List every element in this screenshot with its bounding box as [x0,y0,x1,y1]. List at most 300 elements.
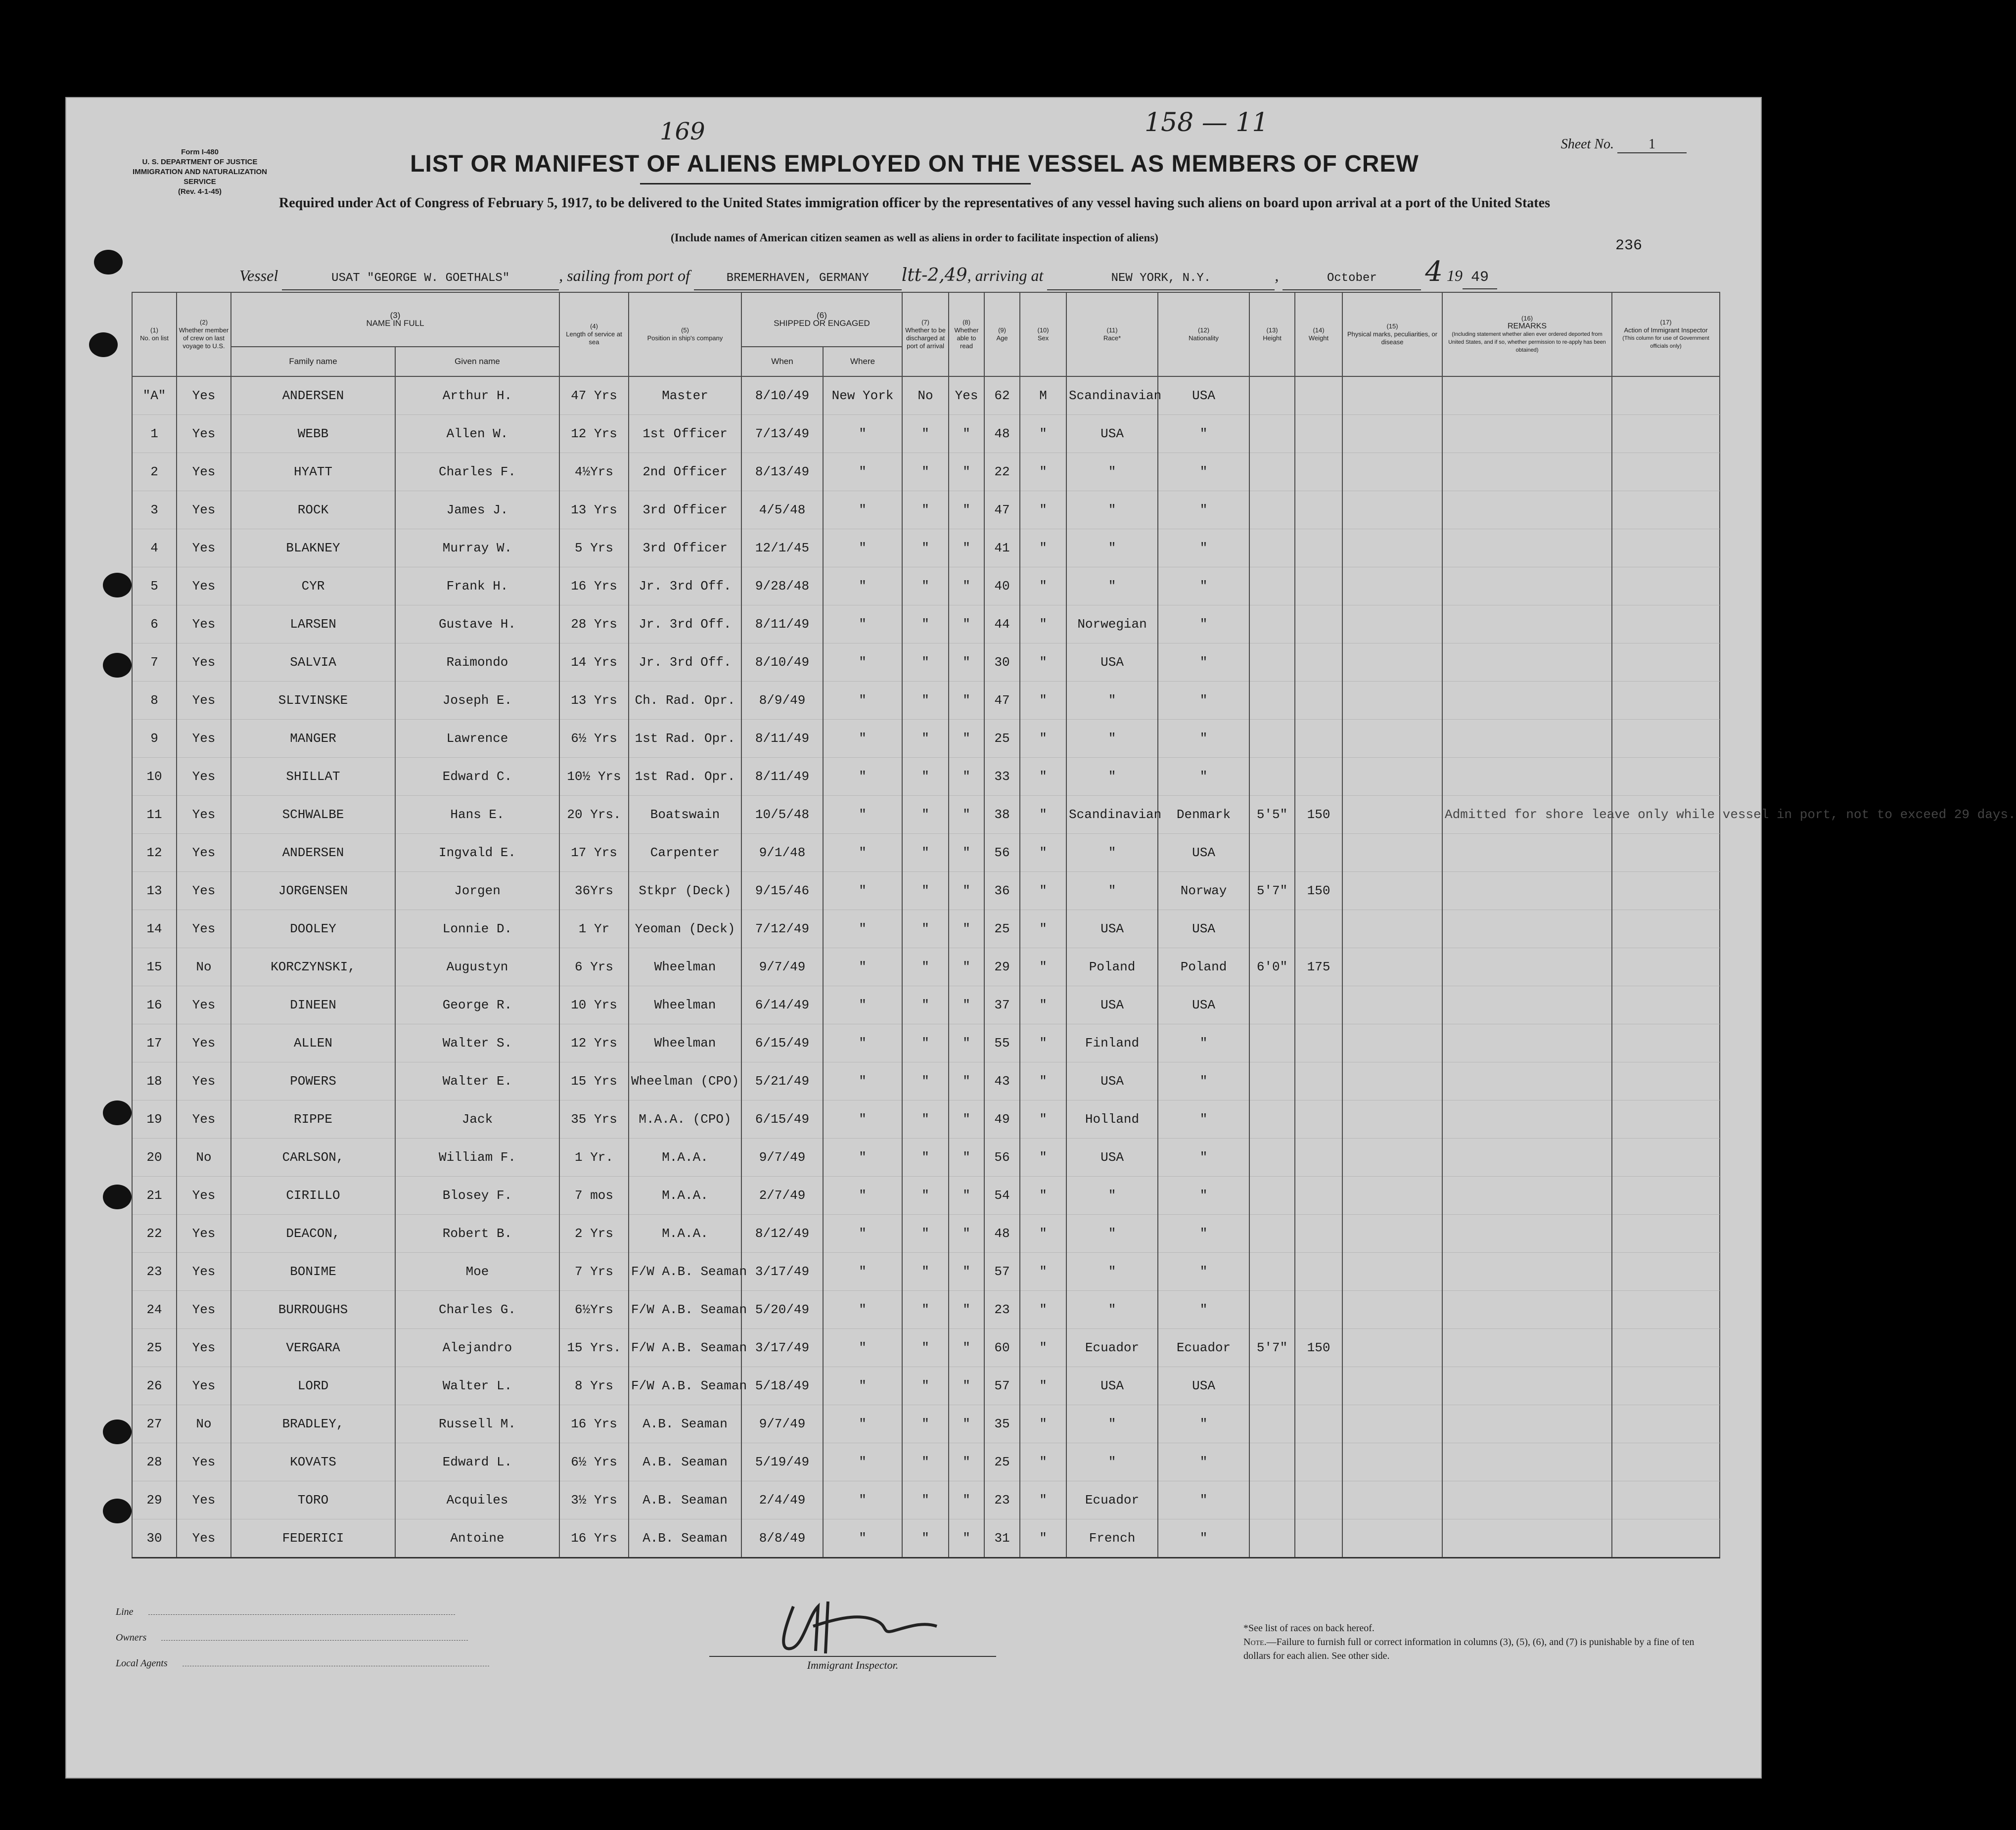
cell-shipped-where: " [823,415,902,453]
cell-discharged: " [902,1139,949,1177]
table-row [132,643,1720,682]
cell-height [1249,605,1295,643]
cell-last-voyage: Yes [177,758,231,796]
table-row [132,1215,1720,1253]
cell-given-name: Jack [395,1100,559,1139]
cell-shipped-where: " [823,1139,902,1177]
cell-physical-marks [1342,948,1442,986]
cell-physical-marks [1342,453,1442,491]
cell-physical-marks [1342,1253,1442,1291]
cell-shipped-when: 8/8/49 [741,1519,823,1558]
cell-inspector-action [1612,758,1720,796]
cell-weight: 150 [1295,796,1342,834]
col-physical-marks: (15) Physical marks, peculiarities, or disease [1342,292,1442,376]
cell-nationality: " [1158,720,1249,758]
cell-nationality: USA [1158,376,1249,415]
cell-length-of-service: 5 Yrs [559,529,629,567]
cell-shipped-where: " [823,834,902,872]
cell-physical-marks [1342,605,1442,643]
cell-given-name: George R. [395,986,559,1024]
cell-length-of-service: 3½ Yrs [559,1481,629,1519]
cell-race: USA [1066,1367,1158,1405]
cell-family-name: DEACON, [231,1215,395,1253]
arriving-label: , arriving at [967,267,1044,284]
cell-remarks [1442,1367,1612,1405]
cell-height [1249,529,1295,567]
cell-list-number: 5 [132,567,177,605]
cell-shipped-when: 8/12/49 [741,1215,823,1253]
cell-position: A.B. Seaman [629,1405,741,1443]
table-row [132,453,1720,491]
cell-able-to-read: " [949,758,984,796]
cell-age: 55 [984,1024,1020,1062]
binder-hole [94,250,123,274]
cell-physical-marks [1342,1062,1442,1100]
cell-height [1249,758,1295,796]
cell-nationality: " [1158,605,1249,643]
cell-able-to-read: " [949,1329,984,1367]
cell-family-name: CYR [231,567,395,605]
cell-inspector-action [1612,605,1720,643]
cell-position: Yeoman (Deck) [629,910,741,948]
cell-position: 1st Rad. Opr. [629,720,741,758]
cell-shipped-where: " [823,1443,902,1481]
cell-age: 41 [984,529,1020,567]
cell-remarks [1442,1481,1612,1519]
cell-shipped-when: 5/21/49 [741,1062,823,1100]
cell-remarks [1442,415,1612,453]
cell-shipped-when: 6/15/49 [741,1024,823,1062]
cell-shipped-when: 8/9/49 [741,682,823,720]
cell-position: Boatswain [629,796,741,834]
table-row [132,376,1720,415]
cell-physical-marks [1342,1291,1442,1329]
cell-age: 48 [984,415,1020,453]
cell-able-to-read: " [949,834,984,872]
crew-rows [132,376,2016,1558]
cell-length-of-service: 15 Yrs. [559,1329,629,1367]
cell-position: 1st Rad. Opr. [629,758,741,796]
cell-given-name: Edward C. [395,758,559,796]
stamp-number: 236 [1615,237,1642,254]
cell-shipped-when: 4/5/48 [741,491,823,529]
col-nationality: (12) Nationality [1158,292,1249,376]
cell-inspector-action [1612,1519,1720,1558]
header-row [132,292,1720,347]
cell-discharged: " [902,567,949,605]
cell-inspector-action [1612,1062,1720,1100]
cell-length-of-service: 10 Yrs [559,986,629,1024]
cell-physical-marks [1342,1100,1442,1139]
cell-shipped-where: " [823,796,902,834]
cell-race: " [1066,491,1158,529]
cell-list-number: 20 [132,1139,177,1177]
table-row [132,1139,1720,1177]
cell-family-name: ANDERSEN [231,834,395,872]
cell-nationality: Norway [1158,872,1249,910]
cell-age: 56 [984,834,1020,872]
cell-race: Poland [1066,948,1158,986]
cell-family-name: SLIVINSKE [231,682,395,720]
cell-weight [1295,1062,1342,1100]
cell-remarks [1442,1100,1612,1139]
cell-sex: " [1020,1367,1066,1405]
cell-remarks [1442,682,1612,720]
binder-hole [103,653,132,678]
cell-weight [1295,1291,1342,1329]
cell-shipped-when: 7/13/49 [741,415,823,453]
cell-physical-marks [1342,1139,1442,1177]
line-field: Line [116,1606,489,1632]
form-number: Form I-480 [181,148,219,156]
cell-family-name: CIRILLO [231,1177,395,1215]
cell-nationality: " [1158,1519,1249,1558]
cell-shipped-where: " [823,948,902,986]
crew-manifest-table [132,292,2016,1558]
cell-weight [1295,453,1342,491]
cell-nationality: Ecuador [1158,1329,1249,1367]
cell-list-number: 8 [132,682,177,720]
cell-able-to-read: " [949,1291,984,1329]
col-read: (8) Whether able to read [949,292,984,376]
cell-length-of-service: 16 Yrs [559,1519,629,1558]
cell-race: " [1066,567,1158,605]
cell-sex: " [1020,1177,1066,1215]
cell-last-voyage: Yes [177,1215,231,1253]
binder-hole [103,1499,132,1523]
cell-age: 29 [984,948,1020,986]
binder-hole [103,573,132,597]
cell-discharged: " [902,1519,949,1558]
cell-last-voyage: Yes [177,376,231,415]
cell-length-of-service: 6½ Yrs [559,1443,629,1481]
cell-given-name: Lawrence [395,720,559,758]
cell-last-voyage: Yes [177,1024,231,1062]
cell-shipped-when: 5/18/49 [741,1367,823,1405]
table-row [132,1062,1720,1100]
cell-able-to-read: " [949,1367,984,1405]
arrival-port: NEW YORK, N.Y. [1047,268,1275,290]
table-row [132,986,1720,1024]
cell-inspector-action [1612,834,1720,872]
cell-sex: " [1020,1291,1066,1329]
cell-age: 38 [984,796,1020,834]
cell-physical-marks [1342,415,1442,453]
cell-length-of-service: 6 Yrs [559,948,629,986]
table-row [132,1367,1720,1405]
cell-list-number: 24 [132,1291,177,1329]
cell-shipped-when: 9/28/48 [741,567,823,605]
cell-age: 25 [984,1443,1020,1481]
cell-weight [1295,720,1342,758]
cell-age: 47 [984,491,1020,529]
cell-nationality: " [1158,1062,1249,1100]
cell-length-of-service: 10½ Yrs [559,758,629,796]
table-row [132,415,1720,453]
cell-shipped-where: " [823,643,902,682]
cell-inspector-action [1612,1291,1720,1329]
cell-able-to-read: " [949,415,984,453]
cell-age: 23 [984,1291,1020,1329]
cell-height: 5'5" [1249,796,1295,834]
col-service: (4) Length of service at sea [559,292,629,376]
cell-remarks [1442,491,1612,529]
cell-last-voyage: Yes [177,720,231,758]
cell-given-name: Joseph E. [395,682,559,720]
cell-given-name: Allen W. [395,415,559,453]
arrival-year-suffix: 49 [1463,267,1497,289]
cell-sex: " [1020,682,1066,720]
cell-age: 40 [984,567,1020,605]
cell-weight [1295,1443,1342,1481]
cell-shipped-where: " [823,1367,902,1405]
cell-last-voyage: Yes [177,796,231,834]
cell-physical-marks [1342,910,1442,948]
cell-race: Ecuador [1066,1329,1158,1367]
cell-sex: " [1020,1519,1066,1558]
cell-list-number: 2 [132,453,177,491]
cell-shipped-when: 3/17/49 [741,1253,823,1291]
cell-inspector-action [1612,567,1720,605]
cell-weight [1295,643,1342,682]
table-row [132,1443,1720,1481]
cell-length-of-service: 20 Yrs. [559,796,629,834]
cell-remarks [1442,986,1612,1024]
cell-age: 49 [984,1100,1020,1139]
cell-position: A.B. Seaman [629,1519,741,1558]
cell-inspector-action [1612,453,1720,491]
cell-age: 43 [984,1062,1020,1100]
cell-race: USA [1066,415,1158,453]
cell-able-to-read: " [949,910,984,948]
cell-given-name: Robert B. [395,1215,559,1253]
cell-height [1249,1100,1295,1139]
cell-inspector-action [1612,948,1720,986]
cell-position: F/W A.B. Seaman [629,1329,741,1367]
cell-family-name: JORGENSEN [231,872,395,910]
cell-sex: " [1020,567,1066,605]
cell-last-voyage: No [177,948,231,986]
cell-physical-marks [1342,1177,1442,1215]
cell-inspector-action [1612,529,1720,567]
cell-height [1249,1062,1295,1100]
cell-weight [1295,1253,1342,1291]
col-shipped: (6) SHIPPED OR ENGAGED [741,292,902,347]
cell-given-name: Charles G. [395,1291,559,1329]
table-row [132,1100,1720,1139]
cell-sex: " [1020,796,1066,834]
cell-height [1249,986,1295,1024]
cell-shipped-when: 2/4/49 [741,1481,823,1519]
handwritten-number-right: 158 — 11 [1145,108,1269,137]
cell-length-of-service: 15 Yrs [559,1062,629,1100]
cell-sex: " [1020,1215,1066,1253]
cell-able-to-read: " [949,453,984,491]
col-height: (13) Height [1249,292,1295,376]
cell-physical-marks [1342,1329,1442,1367]
cell-physical-marks [1342,1367,1442,1405]
cell-shipped-when: 7/12/49 [741,910,823,948]
cell-discharged: " [902,1291,949,1329]
cell-race: Holland [1066,1100,1158,1139]
cell-length-of-service: 7 mos [559,1177,629,1215]
cell-able-to-read: " [949,605,984,643]
manifest-sheet [65,97,2016,1779]
table-row [132,720,1720,758]
cell-sex: " [1020,1329,1066,1367]
cell-nationality: " [1158,1100,1249,1139]
cell-physical-marks [1342,529,1442,567]
cell-inspector-action [1612,415,1720,453]
cell-last-voyage: Yes [177,1291,231,1329]
cell-physical-marks [1342,796,1442,834]
cell-nationality: USA [1158,1367,1249,1405]
col-family-name: Family name [231,347,395,376]
cell-weight: 175 [1295,948,1342,986]
cell-length-of-service: 13 Yrs [559,682,629,720]
cell-shipped-when: 8/10/49 [741,376,823,415]
cell-family-name: POWERS [231,1062,395,1100]
cell-nationality: " [1158,567,1249,605]
cell-remarks [1442,643,1612,682]
cell-family-name: MANGER [231,720,395,758]
cell-last-voyage: Yes [177,1253,231,1291]
cell-shipped-where: " [823,1519,902,1558]
cell-age: 25 [984,910,1020,948]
cell-discharged: " [902,1405,949,1443]
cell-remarks [1442,1024,1612,1062]
title-underline [640,183,1031,184]
cell-weight: 150 [1295,1329,1342,1367]
cell-list-number: 4 [132,529,177,567]
cell-sex: " [1020,1405,1066,1443]
cell-weight [1295,605,1342,643]
table-row [132,1519,1720,1558]
cell-sex: " [1020,1253,1066,1291]
table-row [132,1405,1720,1443]
cell-weight [1295,834,1342,872]
cell-inspector-action [1612,1329,1720,1367]
cell-list-number: 10 [132,758,177,796]
table-row [132,529,1720,567]
cell-race: " [1066,758,1158,796]
cell-shipped-where: " [823,1062,902,1100]
races-note: *See list of races on back hereof. [1243,1623,1375,1634]
cell-sex: " [1020,415,1066,453]
cell-physical-marks [1342,1405,1442,1443]
cell-age: 22 [984,453,1020,491]
cell-remarks [1442,910,1612,948]
cell-able-to-read: " [949,643,984,682]
cell-family-name: FEDERICI [231,1519,395,1558]
cell-family-name: BONIME [231,1253,395,1291]
cell-length-of-service: 1 Yr. [559,1139,629,1177]
cell-shipped-when: 9/15/46 [741,872,823,910]
cell-weight [1295,1177,1342,1215]
col-no: (1) No. on list [132,292,177,376]
form-department: U. S. DEPARTMENT OF JUSTICE [142,158,258,166]
cell-shipped-when: 5/19/49 [741,1443,823,1481]
table-row [132,1177,1720,1215]
departure-port: BREMERHAVEN, GERMANY [694,268,902,290]
cell-physical-marks [1342,567,1442,605]
cell-able-to-read: " [949,872,984,910]
cell-nationality: " [1158,1481,1249,1519]
cell-family-name: HYATT [231,453,395,491]
cell-remarks [1442,720,1612,758]
document-subtitle: Required under Act of Congress of February 5, 1917, to be delivered to the United States immigration officer by the representatives of any vessel having such aliens on board upon arrival at a port of the United States [279,195,1550,211]
cell-shipped-when: 3/17/49 [741,1329,823,1367]
cell-list-number: 14 [132,910,177,948]
cell-list-number: 22 [132,1215,177,1253]
cell-race: Scandinavian [1066,796,1158,834]
cell-weight [1295,415,1342,453]
cell-length-of-service: 14 Yrs [559,643,629,682]
table-row [132,1024,1720,1062]
cell-remarks [1442,1519,1612,1558]
owners-field: Owners [116,1632,489,1658]
cell-given-name: Hans E. [395,796,559,834]
cell-race: " [1066,720,1158,758]
cell-list-number: 6 [132,605,177,643]
cell-family-name: BLAKNEY [231,529,395,567]
cell-given-name: Lonnie D. [395,910,559,948]
cell-discharged: " [902,720,949,758]
cell-position: Jr. 3rd Off. [629,605,741,643]
cell-position: Wheelman [629,986,741,1024]
cell-remarks [1442,1291,1612,1329]
cell-physical-marks [1342,834,1442,872]
cell-list-number: 23 [132,1253,177,1291]
cell-sex: " [1020,605,1066,643]
cell-list-number: 13 [132,872,177,910]
cell-given-name: Ingvald E. [395,834,559,872]
table-row [132,1253,1720,1291]
cell-family-name: LORD [231,1367,395,1405]
vessel-name: USAT "GEORGE W. GOETHALS" [282,268,559,290]
col-age: (9) Age [984,292,1020,376]
cell-sex: " [1020,1062,1066,1100]
cell-height [1249,910,1295,948]
cell-shipped-when: 6/14/49 [741,986,823,1024]
cell-able-to-read: " [949,682,984,720]
cell-inspector-action [1612,1253,1720,1291]
cell-height [1249,643,1295,682]
cell-family-name: WEBB [231,415,395,453]
col-name: (3) NAME IN FULL [231,292,559,347]
cell-nationality: " [1158,758,1249,796]
cell-sex: M [1020,376,1066,415]
cell-age: 60 [984,1329,1020,1367]
cell-weight [1295,758,1342,796]
cell-last-voyage: Yes [177,986,231,1024]
cell-discharged: " [902,1177,949,1215]
table-row [132,567,1720,605]
cell-discharged: " [902,529,949,567]
cell-race: " [1066,529,1158,567]
cell-able-to-read: " [949,567,984,605]
cell-shipped-where: " [823,1253,902,1291]
cell-position: F/W A.B. Seaman [629,1367,741,1405]
cell-shipped-where: " [823,605,902,643]
cell-shipped-where: " [823,1329,902,1367]
cell-age: 23 [984,1481,1020,1519]
cell-physical-marks [1342,1481,1442,1519]
cell-nationality: " [1158,1291,1249,1329]
cell-height [1249,1177,1295,1215]
cell-length-of-service: 6½Yrs [559,1291,629,1329]
cell-length-of-service: 16 Yrs [559,567,629,605]
